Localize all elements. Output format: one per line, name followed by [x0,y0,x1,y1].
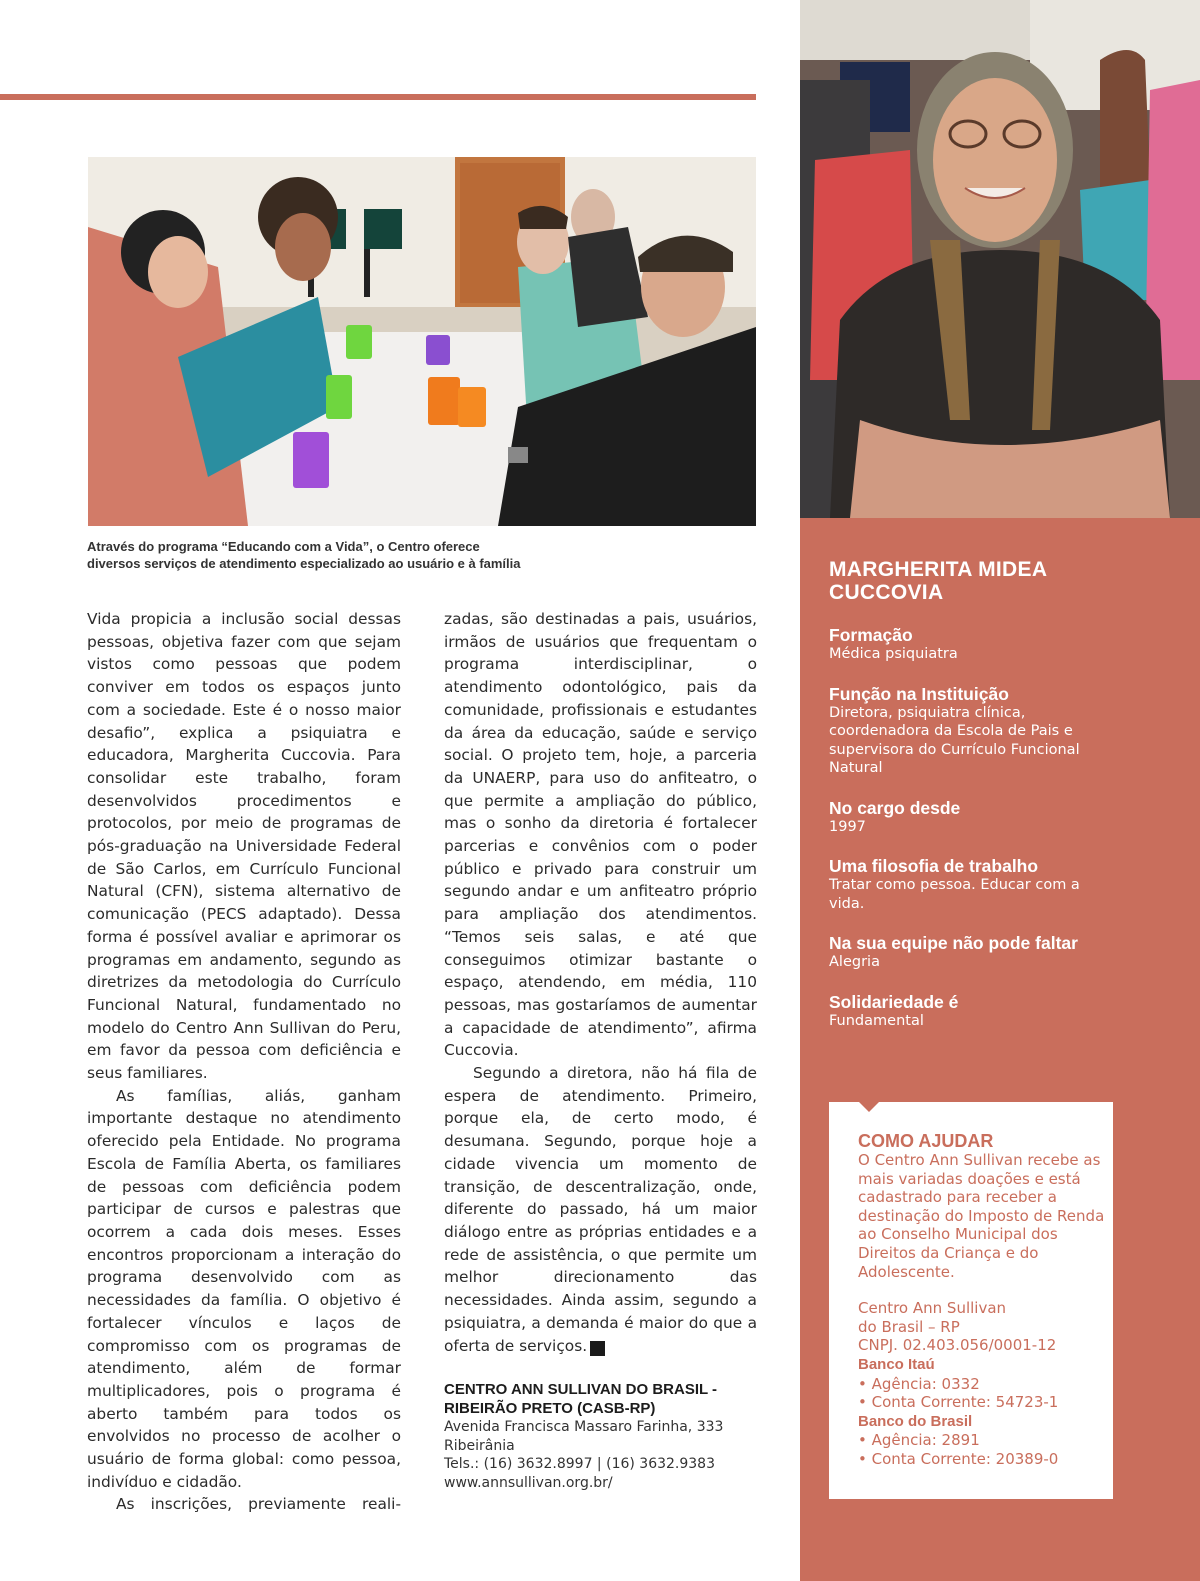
article-paragraph: Vida propicia a inclusão social dessas pessoas, objetiva fazer com que sejam vistos como pessoas que podem conviver em todos os espaços junto com a sociedade. Este é o nosso maior desafio”, explica a psiquiatra e educadora, Margherita Cuccovia. Para consolidar este trabalho, foram desenvolvidos procedimentos e protocolos, por meio de programas de pós-graduação na Universidade Federal de São Carlos, em Currículo Funcional Natural (CFN), sistema alternativo de comunicação (PECS adaptado). Dessa forma é possível avaliar e aprimorar os programas em andamento, segundo as diretrizes da metodologia do Currículo Funcional Natural, fundamentado no modelo do Centro Ann Sullivan do Peru, em favor da pessoa com deficiência e seus familiares. [87,610,401,1083]
profile-name-line-2: CUCCOVIA [829,581,944,604]
profile-field-equipe [829,934,1129,972]
article-paragraph: As famílias, aliás, ganham importante destaque no atendimento oferecido pela Entidade. No programa Escola de Família Aberta, os familiares de pessoas com deficiência podem participar de cursos e palestras que ocorrem a cada dois meses. Esses encontros proporcionam a interação do programa desenvolvido com as necessidades da família. O objetivo é fortalecer vínculos e laços de compromisso com os programas de atendimento, além de formar multiplicadores, pois o programa é aberto também para todos os envolvidos no processo de acolher o usuário de forma global: como pessoa, indivíduo e cidadão. [87,1086,401,1491]
contact-address: Avenida Francisca Massaro Farinha, 333 [444,1419,724,1435]
profile-field-label: Formação [829,625,913,645]
profile-field-solidariedade [829,993,1129,1031]
profile-field-label: Solidariedade é [829,991,959,1012]
como-ajudar-pointer [857,1100,881,1112]
profile-field-value: 1997 [829,818,866,835]
article-column-2 [444,608,757,1357]
top-accent-rule [0,94,756,100]
article-paragraph: zadas, são destinadas a pais, usuários, irmãos de usuários que frequentam o programa interdisciplinar, o atendimento odontológico, pais da comunidade, profissionais e estudantes da área da educação, saúde e serviço social. O projeto tem, hoje, a parceria da UNAERP, para uso do anfiteatro, o que permite a ampliação do público, mas o sonho da diretoria é fortalecer parcerias e convênios com o poder público e privado para construir um segundo andar e um anfiteatro próprio para ampliação dos atendimentos. “Temos seis salas, e até que conseguimos otimizar bastante o espaço, atendendo, em média, 110 pessoas, mas gostaríamos de aumentar a capacidade de atendimento”, afirma Cuccovia. [444,610,757,1060]
profile-name-line-1: MARGHERITA MIDEA [829,558,1048,581]
contact-org-name-line-1: CENTRO ANN SULLIVAN DO BRASIL - [444,1381,718,1398]
como-ajudar-bank-1-agency: • Agência: 0332 [858,1374,980,1393]
photo-caption [87,538,757,572]
profile-field-value: Fundamental [829,1012,924,1029]
profile-name [829,558,1129,604]
como-ajudar-bank-2-account: • Conta Corrente: 20389-0 [858,1449,1059,1468]
end-of-article-mark: r [590,1341,605,1356]
contact-phones: Tels.: (16) 3632.8997 | (16) 3632.9383 [444,1456,715,1472]
contact-org-name-line-2: RIBEIRÃO PRETO (CASB-RP) [444,1400,656,1417]
article-paragraph: Segundo a diretora, não há fila de espera de atendimento. Primeiro, porque ela, de certo modo, é desumana. Segundo, porque hoje a cidade vivencia um momento de transição, de descentralização, onde, diferente do passado, há um maior diálogo entre as próprias entidades e a rede de assistência, o que permite um melhor direcionamento das necessidades. Ainda assim, segundo a psiquiatra, a demanda é maior do que a oferta de serviços. [444,1064,757,1355]
contact-district: Ribeirânia [444,1437,515,1454]
como-ajudar-title: COMO AJUDAR [858,1131,994,1151]
article-column-1 [87,608,401,1516]
como-ajudar-bank-2: Banco do Brasil [858,1412,973,1430]
contact-website[interactable]: www.annsullivan.org.br/ [444,1474,613,1491]
profile-field-filosofia [829,857,1129,913]
group-activity-photo [88,157,756,526]
como-ajudar-org-line-1: Centro Ann Sullivan [858,1299,1007,1318]
contact-block [444,1380,764,1492]
photo-caption-line-1: Através do programa “Educando com a Vida”, o Centro oferece [87,539,480,554]
profile-field-value: Médica psiquiatra [829,646,958,662]
como-ajudar-text: O Centro Ann Sullivan recebe as mais variadas doações e está cadastrado para receber a destinação do Imposto de Renda ao Conselho Municipal dos Direitos da Criança e do Adolescente. [858,1151,1105,1281]
como-ajudar-bank-1: Banco Itaú [858,1355,935,1373]
profile-card [829,558,1129,1051]
profile-field-funcao [829,685,1129,778]
profile-field-value: Diretora, psiquiatra clínica, coordenadora da Escola de Pais e supervisora do Currículo Funcional Natural [829,704,1080,776]
profile-field-label: Na sua equipe não pode faltar [829,933,1078,953]
como-ajudar-bank-1-account: • Conta Corrente: 54723-1 [858,1393,1059,1412]
como-ajudar-cnpj: CNPJ. 02.403.056/0001-12 [858,1336,1057,1355]
como-ajudar-content [858,1131,1108,1469]
profile-field-formacao [829,626,1129,664]
profile-field-cargo-desde [829,799,1129,837]
article-paragraph: As inscrições, previamente reali- [116,1495,401,1514]
profile-field-value: Alegria [829,954,880,970]
como-ajudar-bank-2-agency: • Agência: 2891 [858,1431,980,1450]
portrait-photo [800,0,1200,518]
profile-field-label: No cargo desde [829,797,961,818]
como-ajudar-org-line-2: do Brasil – RP [858,1317,960,1336]
profile-field-label: Função na Instituição [829,683,1009,704]
photo-caption-line-2: diversos serviços de atendimento especializado ao usuário e à família [87,556,521,571]
profile-field-value: Tratar como pessoa. Educar com a vida. [829,877,1080,912]
profile-field-label: Uma filosofia de trabalho [829,856,1039,876]
